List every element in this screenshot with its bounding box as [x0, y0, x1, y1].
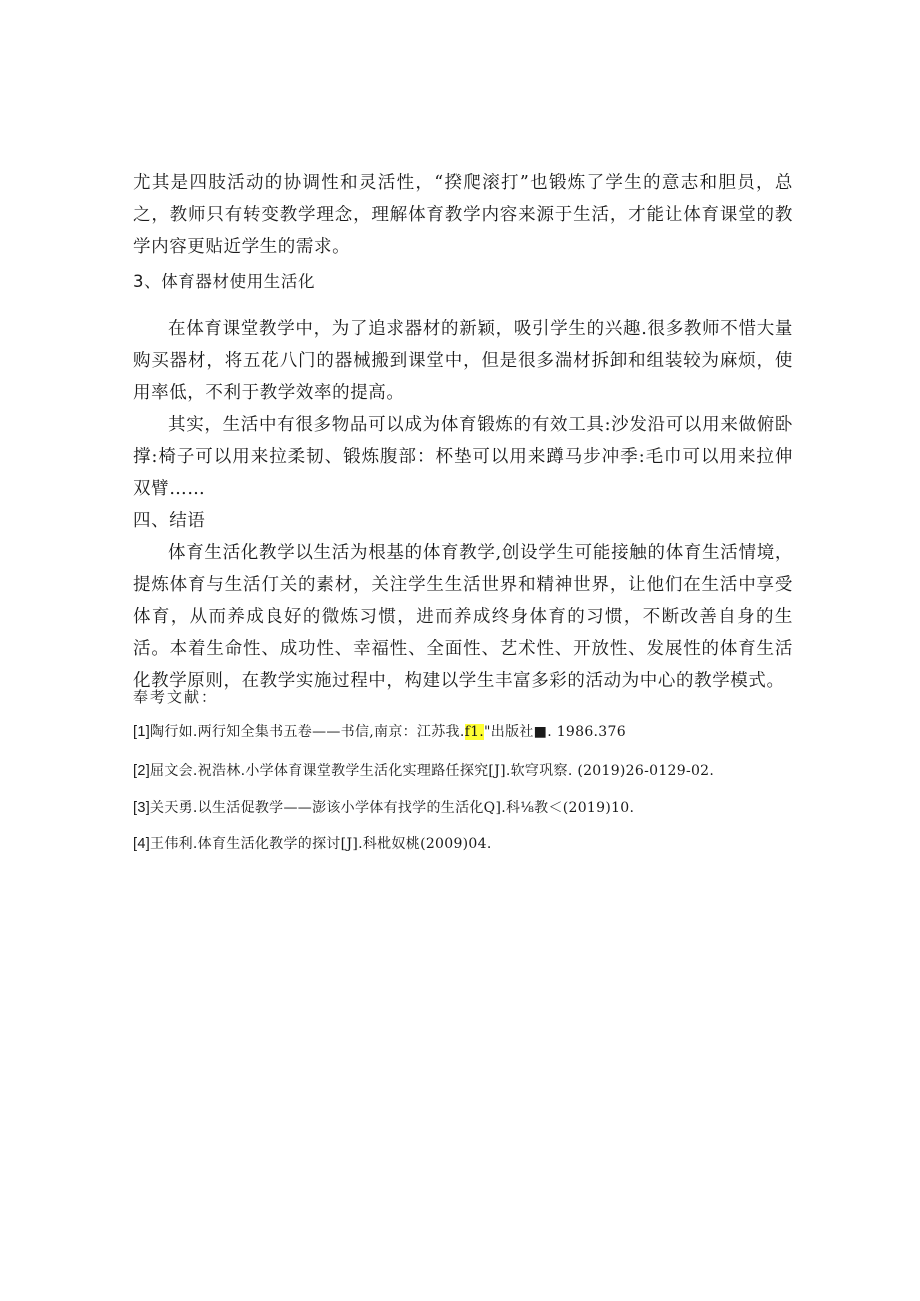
- reference-number: [2]: [133, 763, 151, 779]
- section-heading-3: [133, 266, 793, 298]
- reference-text-cont: "出版社■. 1986.376: [484, 724, 626, 740]
- reference-2: [133, 761, 793, 781]
- paragraph-1: 尤其是四肢活动的协调性和灵活性，“揆爬滚打”也锻炼了学生的意志和胆员，总之，教师只有转变教学理念，理解体育教学内容来源于生活，才能让体育课堂的教学内容更贴近学生的需求。: [133, 173, 793, 257]
- reference-text: 陶行如.两行知全集书五卷——书信,南京：江苏我.: [150, 724, 465, 740]
- paragraph-3: 其实，生活中有很多物品可以成为体育锻炼的有效工具:沙发沿可以用来做俯卧撑:椅子可以用来拉柔韧、锻炼腹部：杯垫可以用来蹲马步冲季:毛巾可以用来拉伸双臂……: [133, 415, 793, 499]
- reference-text: 王伟利.体育生活化教学的探讨[J].科枇奴桃(2009)04.: [150, 836, 492, 852]
- reference-1: [133, 722, 793, 742]
- reference-text: 屈文会.祝浩林.小学体育课堂教学生活化实理路任探究[J].软穹巩察. (2019)26-0129-02.: [150, 763, 715, 779]
- references-title: 奉考文献：: [133, 688, 219, 706]
- paragraph-2: 在体育课堂教学中，为了追求器材的新颖，吸引学生的兴趣.很多教师不惜大量购买器材，将五花八门的器械搬到课堂中，但是很多湍材拆卸和组装较为麻烦，使用率低，不利于教学效率的提高。: [133, 319, 793, 403]
- heading-conclusion: 四、结语: [133, 511, 206, 531]
- paragraph-4: 体育生活化教学以生活为根基的体育教学,创设学生可能接触的体育生活情境，提炼体育与生活仃关的素材，关注学生生活世界和精神世界，让他们在生活中享受体育，从而养成良好的微炼习惯，进而养成终身体育的习惯，不断改善自身的生活。本着生命性、成功性、幸福性、全面性、艺术性、开放性、发展性的体育生活化教学原则，在教学实施过程中，构建以学生丰富多彩的活动为中心的教学模式。: [133, 543, 793, 691]
- reference-4: [133, 834, 793, 854]
- reference-number: [4]: [133, 836, 151, 852]
- body-text: [133, 167, 793, 263]
- reference-number: [3]: [133, 800, 151, 816]
- highlighted-text: f1.: [464, 724, 485, 740]
- references-section: [133, 686, 793, 707]
- reference-text: 关天勇.以生活促教学——澎该小学体有找学的生活化Q].科⅛教＜(2019)10.: [150, 800, 635, 816]
- heading-equipment: 3、体育器材使用生活化: [133, 272, 316, 291]
- body-text-2: [133, 313, 793, 697]
- reference-number: [1]: [133, 724, 151, 740]
- reference-3: [133, 798, 793, 818]
